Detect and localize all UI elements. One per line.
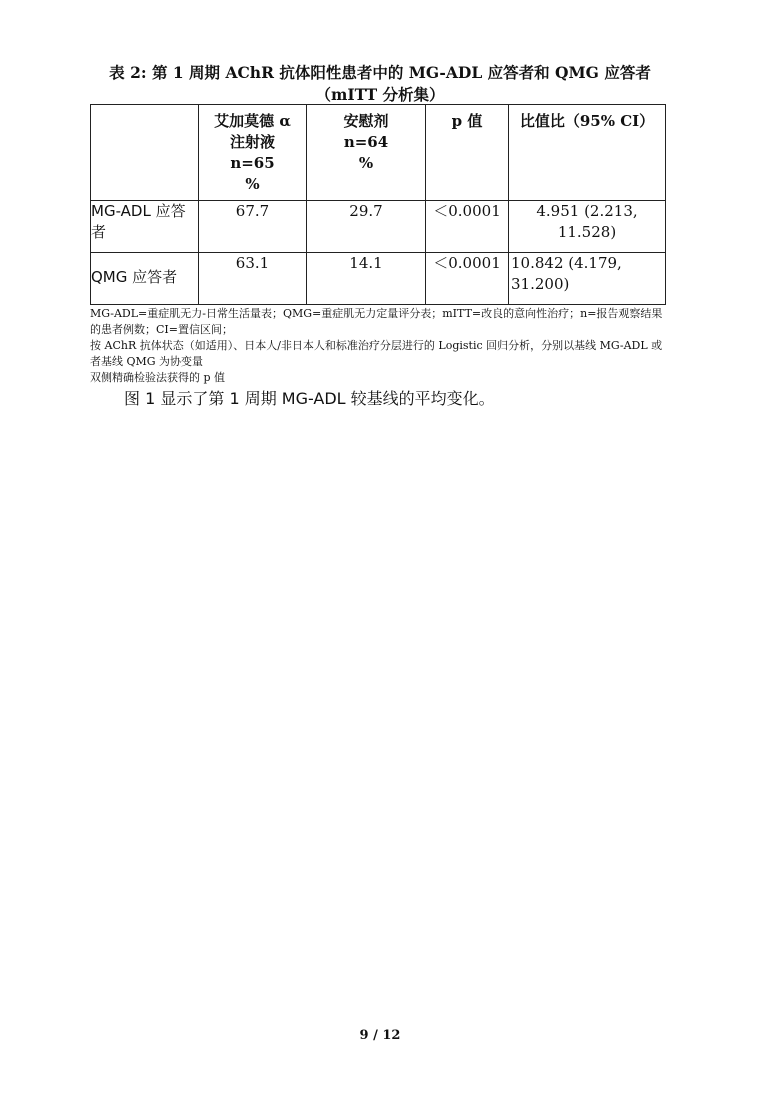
footnote: MG-ADL=重症肌无力-日常生活量表；QMG=重症肌无力定量评分表；mITT=改良的意向性治疗；n=报告观察结果的患者例数；CI=置信区间；	[90, 307, 663, 336]
table-caption	[90, 62, 670, 106]
header-empty	[91, 105, 199, 201]
body-paragraph: 图 1 显示了第 1 周期 MG-ADL 较基线的平均变化。	[124, 389, 495, 408]
footnote: 双侧精确检验法获得的 p 值	[90, 371, 226, 384]
page-number: 9 / 12	[359, 1028, 401, 1043]
results-table	[90, 104, 666, 305]
header-line: 艾加莫德 α	[214, 112, 291, 130]
cell-odds-ratio: 10.842 (4.179, 31.200)	[509, 253, 666, 305]
cell-odds-ratio: 4.951 (2.213, 11.528)	[509, 201, 666, 253]
row-label: MG-ADL 应答者	[91, 201, 199, 253]
row-label: QMG 应答者	[91, 253, 199, 305]
footnote: 按 AChR 抗体状态（如适用）、日本人/非日本人和标准治疗分层进行的 Logistic 回归分析，分别以基线 MG-ADL 或者基线 QMG 为协变量	[90, 339, 663, 368]
header-line: p 值	[451, 112, 483, 130]
table-caption-line2: （mITT 分析集）	[315, 85, 445, 104]
header-odds-ratio	[509, 105, 666, 201]
header-line: n=64	[343, 133, 389, 151]
header-line: 注射液	[229, 133, 275, 151]
table-caption-line1: 表 2: 第 1 周期 AChR 抗体阳性患者中的 MG-ADL 应答者和 QMG 应答者	[109, 63, 651, 82]
cell-efgartigimod: 67.7	[199, 201, 307, 253]
cell-p-value: ＜0.0001	[426, 253, 509, 305]
table-footnotes	[90, 306, 670, 386]
header-efgartigimod	[199, 105, 307, 201]
header-line: %	[358, 154, 374, 172]
table-row	[91, 201, 666, 253]
cell-p-value: ＜0.0001	[426, 201, 509, 253]
table-row	[91, 253, 666, 305]
header-line: n=65	[230, 154, 275, 172]
cell-placebo: 14.1	[307, 253, 426, 305]
cell-placebo: 29.7	[307, 201, 426, 253]
cell-efgartigimod: 63.1	[199, 253, 307, 305]
table-header-row	[91, 105, 666, 201]
header-placebo	[307, 105, 426, 201]
header-p-value	[426, 105, 509, 201]
header-line: 比值比（95% CI）	[519, 112, 655, 130]
header-line: %	[245, 175, 260, 193]
header-line: 安慰剂	[343, 112, 389, 130]
